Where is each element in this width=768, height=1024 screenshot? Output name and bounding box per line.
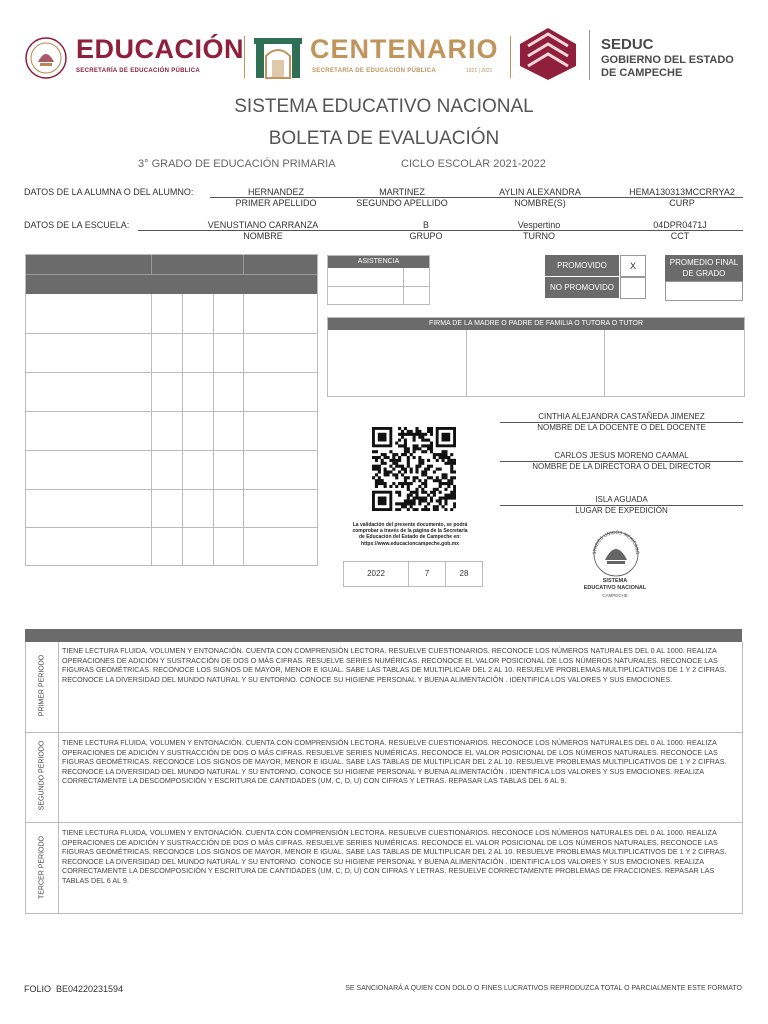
seal-line-2: EDUCATIVO NACIONAL [583,585,647,591]
folio: FOLIO BE04220231594 [24,984,124,994]
centenario-years: 1921 | 2021 [466,68,493,74]
date-month: 7 [424,569,430,578]
grid-hline [26,411,317,412]
grid-hline [26,489,317,490]
centenario-arch-icon [252,34,304,80]
gobierno-line-2: DE CAMPECHE [601,67,683,79]
attendance-box [327,255,430,305]
student-curp: HEMA130313MCCRRYA2 [629,187,735,197]
seal-ring-text: STADOS UNIDOS MEXICANO [592,530,640,555]
grid-hline [26,333,317,334]
divider [244,36,245,78]
periods-label-column-divider [58,642,59,913]
grid-vline [151,294,152,565]
school-nombre: VENUSTIANO CARRANZA [207,220,319,230]
lugar-value: ISLA AGUADA [595,495,648,504]
student-nombres-label: NOMBRE(S) [514,198,566,208]
student-segundo-apellido-label: SEGUNDO APELLIDO [356,198,448,208]
period-label-2: SEGUNDO PERIODO [38,740,46,811]
grid-vline [182,294,183,565]
firma-divider [604,330,605,396]
director-label: NOMBRE DE LA DIRECTORA O DEL DIRECTOR [532,462,711,471]
ciclo-label: CICLO ESCOLAR 2021-2022 [401,158,546,170]
grid-hline [26,372,317,373]
grado-label: 3° GRADO DE EDUCACIÓN PRIMARIA [138,158,336,170]
grid-hline [26,527,317,528]
student-primer-apellido: HERNANDEZ [247,187,304,197]
promovido-mark: X [620,255,646,277]
seal-line-1: SISTEMA [602,578,628,584]
document-title: BOLETA DE EVALUACIÓN [268,128,500,149]
school-data-label: DATOS DE LA ESCUELA: [24,220,130,230]
gobierno-line-1: GOBIERNO DEL ESTADO [601,54,734,66]
promedio-value-box [665,281,743,301]
no-promovido-mark [620,277,646,299]
promedio-label: PROMEDIO FINAL DE GRADO [665,255,743,281]
divider [589,30,590,80]
divider [510,36,511,78]
period-text-3: TIENE LECTURA FLUIDA, VOLUMEN Y ENTONACIÓN. CUENTA CON COMPRENSIÓN LECTORA. RESUELVE CUESTIONARIOS. RECONOCE LOS NÚMEROS NATURALES DEL 0 AL 1000. REALIZA OPERACIONES DE ADICIÓN Y SUSTRACCIÓN DE DOS O MÁS CIFRAS. RESUELVE SERIES NUMÉRICAS. RECONOCE EL VALOR POSICIONAL DE LOS NÚMEROS NATURALES. RECONOCE LAS FIGURAS GEOMÉTRICAS. RECONOCE LOS SIGNOS DE MAYOR, MENOR E IGUAL. SABE LAS TABLAS DE MULTIPLICAR DEL 2 AL 10. RESUELVE PROBLEMAS MULTIPLICATIVOS DE 1 Y 2 CIFRAS. RECONOCE LA DIVERSIDAD DEL MUNDO NATURAL Y SU ENTORNO. CONOCE SU HIGIENE PERSONAL Y BUENA ALIMENTACIÓN . IDENTIFICA LOS VALORES Y SUS EMOCIONES. REALIZA CORRECTAMENTE LA DESCOMPOSICIÓN Y ESCRITURA DE CANTIDADES (UM, C, D, U) CON CIFRAS Y LETRAS. RESUELVE CORRECTAMENTE PROBLEMAS DE FRACCIONES. REPASAR LAS TABLAS DEL 6 AL 9. [62,828,727,885]
date-box [343,561,483,587]
date-day: 28 [459,569,469,578]
firma-box [327,317,745,397]
promovido-label: PROMOVIDO [545,255,619,276]
seduc-logo-text: SEDUC [601,36,654,53]
periods-table [25,642,743,914]
school-cct: 04DPR0471J [653,220,707,230]
grades-header-divider [243,255,244,274]
footer-warning: SE SANCIONARÁ A QUIEN CON DOLO O FINES LUCRATIVOS REPRODUZCA TOTAL O PARCIALMENTE ESTE FORMATO [345,985,742,992]
period-row-divider [26,732,742,733]
grid-vline [213,294,214,565]
school-cct-label: CCT [670,231,690,241]
lugar-label: LUGAR DE EXPEDICIÓN [575,506,668,515]
system-title: SISTEMA EDUCATIVO NACIONAL [234,96,534,117]
grades-header-divider [26,274,317,275]
school-turno: Vespertino [517,220,561,230]
student-data-label: DATOS DE LA ALUMNA O DEL ALUMNO: [24,187,194,197]
period-label-1: PRIMER PERIODO [38,654,46,717]
student-nombres: AYLIN ALEXANDRA [499,187,581,197]
seal-line-3: CAMPECHE [602,593,628,598]
school-grupo: B [422,220,429,230]
period-text-2: TIENE LECTURA FLUIDA, VOLUMEN Y ENTONACIÓN. CUENTA CON COMPRENSIÓN LECTORA. RESUELVE CUESTIONARIOS. RECONOCE LOS NÚMEROS NATURALES DEL 0 AL 1000. REALIZA OPERACIONES DE ADICIÓN Y SUSTRACCIÓN DE DOS O MÁS CIFRAS. RESUELVE SERIES NUMÉRICAS. RECONOCE EL VALOR POSICIONAL DE LOS NÚMEROS NATURALES. RECONOCE LAS FIGURAS GEOMÉTRICAS. RECONOCE LOS SIGNOS DE MAYOR, MENOR E IGUAL. SABE LAS TABLAS DE MULTIPLICAR DEL 2 AL 10. RESUELVE PROBLEMAS MULTIPLICATIVOS DE 1 Y 2 CIFRAS. RECONOCE LA DIVERSIDAD DEL MUNDO NATURAL Y SU ENTORNO. CONOCE SU HIGIENE PERSONAL Y BUENA ALIMENTACIÓN . IDENTIFICA LOS VALORES Y SUS EMOCIONES. REALIZA CORRECTAMENTE LA DESCOMPOSICIÓN Y ESCRITURA DE CANTIDADES (UM, C, D, U) CON CIFRAS Y LETRAS. REPASAR LAS TABLAS DEL 6 AL 9. [62,738,727,785]
docente-label: NOMBRE DE LA DOCENTE O DEL DOCENTE [537,423,706,432]
school-grupo-label: GRUPO [409,231,443,241]
attendance-label: ASISTENCIA [328,256,429,268]
official-seal-icon [590,530,642,578]
school-nombre-label: NOMBRE [243,231,283,241]
period-label-3: TERCER PERIODO [38,836,46,900]
seduc-logo-icon [518,26,578,82]
grades-header-divider [151,255,152,274]
director-name: CARLOS JESUS MORENO CAAMAL [554,451,689,460]
grid-vline [243,294,244,565]
educacion-logo-subtitle: SECRETARÍA DE EDUCACIÓN PÚBLICA [76,68,200,74]
grid-hline [26,450,317,451]
qr-code-icon [372,427,456,511]
school-turno-label: TURNO [523,231,555,241]
period-text-1: TIENE LECTURA FLUIDA, VOLUMEN Y ENTONACIÓN. CUENTA CON COMPRENSIÓN LECTORA. RESUELVE CUESTIONARIOS. RECONOCE LOS NÚMEROS NATURALES DEL 0 AL 1000. REALIZA OPERACIONES DE ADICIÓN Y SUSTRACCIÓN DE DOS O MÁS CIFRAS. RESUELVE SERIES NUMÉRICAS. RECONOCE EL VALOR POSICIONAL DE LOS NÚMEROS NATURALES. RECONOCE LAS FIGURAS GEOMÉTRICAS. RECONOCE LOS SIGNOS DE MAYOR, MENOR E IGUAL. SABE LAS TABLAS DE MULTIPLICAR DEL 2 AL 10. RESUELVE PROBLEMAS MULTIPLICATIVOS DE 1 Y 2 CIFRAS. RECONOCE LA DIVERSIDAD DEL MUNDO NATURAL Y SU ENTORNO. CONOCE SU HIGIENE PERSONAL Y BUENA ALIMENTACIÓN . IDENTIFICA LOS VALORES Y SUS EMOCIONES. [62,646,727,684]
firma-label: FIRMA DE LA MADRE O PADRE DE FAMILIA O TUTORA O TUTOR [328,318,744,330]
centenario-logo-text: CENTENARIO [310,34,499,64]
periods-header-bar [25,629,742,642]
validation-text: La validación del presente documento, se podrá comprobar a través de la página de la Secretaría de Educación del Estado de Campeche en: https://www.educacioncampeche.gob.mx [352,522,468,547]
date-year: 2022 [367,569,385,578]
educacion-logo-text: EDUCACIÓN [76,34,245,64]
student-curp-label: CURP [669,198,695,208]
grades-grid [25,254,318,566]
student-primer-apellido-label: PRIMER APELLIDO [235,198,317,208]
docente-name: CINTHIA ALEJANDRA CASTAÑEDA JIMENEZ [538,412,705,421]
student-segundo-apellido: MARTINEZ [379,187,425,197]
mexico-coat-of-arms-icon [24,36,68,80]
firma-divider [466,330,467,396]
attendance-divider [328,286,429,287]
centenario-logo-subtitle: SECRETARÍA DE EDUCACIÓN PÚBLICA [312,68,436,74]
no-promovido-label: NO PROMOVIDO [545,277,619,298]
period-row-divider [26,822,742,823]
